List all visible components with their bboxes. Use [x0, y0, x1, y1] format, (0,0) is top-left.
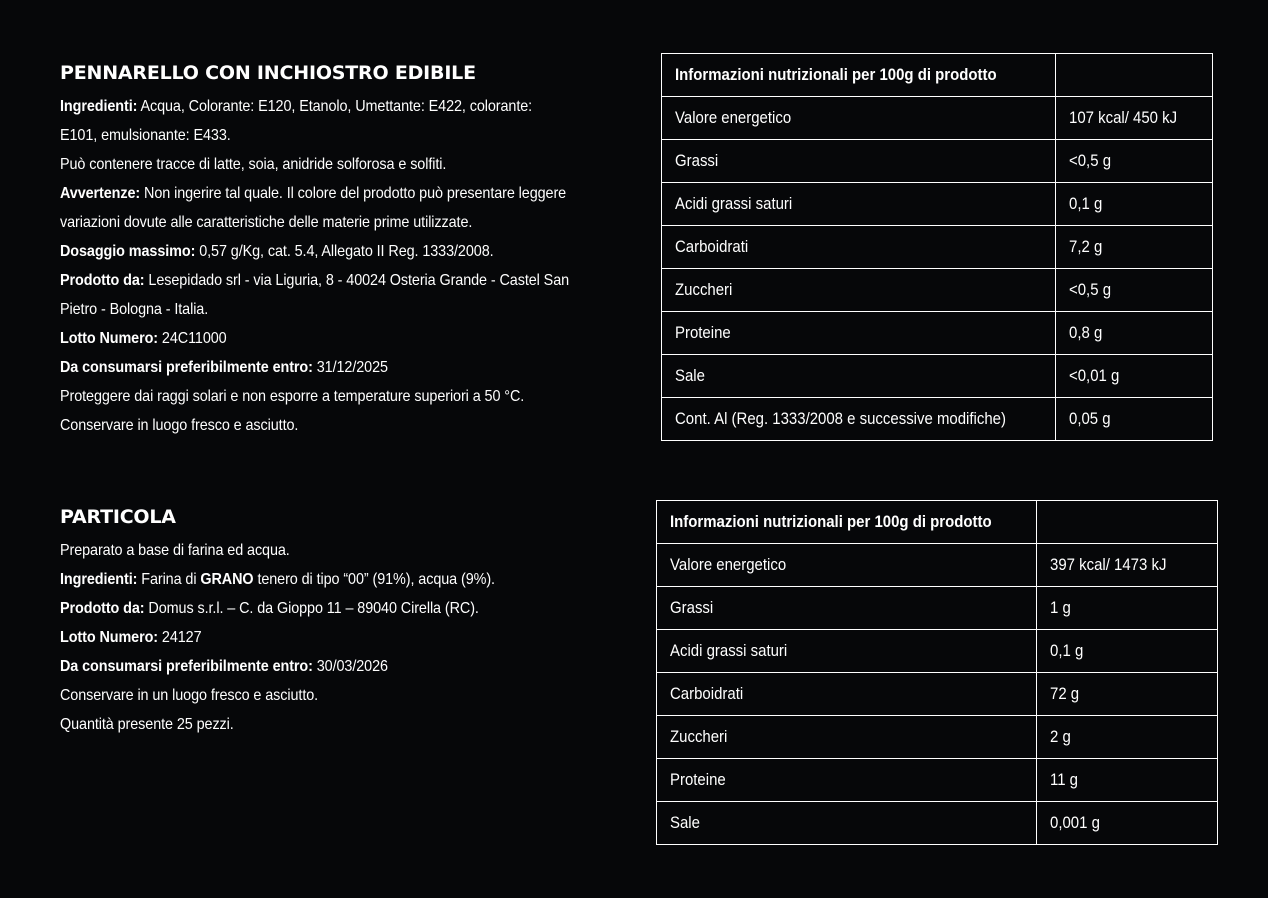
- allergen-highlight: GRANO: [200, 571, 254, 588]
- nutrient-value-text: 0,001 g: [1049, 813, 1100, 832]
- info-text: Preparato a base di farina ed acqua.: [60, 542, 290, 559]
- info-line: [60, 266, 573, 295]
- info-text: tenero di tipo “00” (91%), acqua (9%).: [253, 571, 495, 588]
- info-label: Prodotto da:: [60, 272, 145, 289]
- table-row: [657, 587, 1218, 630]
- nutrient-value: [1036, 630, 1218, 673]
- nutrient-name: [657, 673, 1037, 716]
- nutrient-name: [662, 226, 1056, 269]
- nutrient-name-text: Proteine: [670, 770, 726, 789]
- info-text: Può contenere tracce di latte, soia, anidride solforosa e solfiti.: [60, 156, 447, 173]
- info-line: [60, 92, 573, 121]
- nutrient-name-text: Zuccheri: [670, 727, 728, 746]
- info-text: Conservare in luogo fresco e asciutto.: [60, 417, 299, 434]
- info-label: Ingredienti:: [60, 98, 138, 115]
- nutrient-value-text: 0,1 g: [1049, 641, 1083, 660]
- info-line: [60, 652, 573, 681]
- nutrition-table-particola: [656, 500, 1218, 845]
- nutrient-value-text: 397 kcal/ 1473 kJ: [1049, 555, 1166, 574]
- info-text: Lesepidado srl - via Liguria, 8 - 40024 Osteria Grande - Castel San: [144, 272, 570, 289]
- table-row: [657, 802, 1218, 845]
- info-text: Pietro - Bologna - Italia.: [60, 301, 209, 318]
- nutrient-value-text: 7,2 g: [1069, 237, 1103, 256]
- info-text: 24127: [158, 629, 202, 646]
- table-row: [662, 97, 1213, 140]
- nutrient-value-text: 0,05 g: [1069, 409, 1111, 428]
- product-description: [60, 92, 630, 440]
- nutrient-name-text: Grassi: [670, 598, 714, 617]
- table-row: [662, 226, 1213, 269]
- info-line: [60, 324, 573, 353]
- nutrient-value: [1036, 673, 1218, 716]
- nutrient-name: [662, 140, 1056, 183]
- product-description: [60, 536, 630, 739]
- nutrient-name: [662, 269, 1056, 312]
- info-label: Prodotto da:: [60, 600, 145, 617]
- info-text: Acqua, Colorante: E120, Etanolo, Umettante: E422, colorante:: [137, 98, 533, 115]
- nutrient-name-text: Acidi grassi saturi: [675, 194, 793, 213]
- nutrient-value: [1036, 587, 1218, 630]
- info-line: [60, 536, 573, 565]
- nutrient-value: [1036, 802, 1218, 845]
- nutrient-value-text: <0,5 g: [1069, 280, 1112, 299]
- info-text: Proteggere dai raggi solari e non esporre a temperature superiori a 50 °C.: [60, 388, 525, 405]
- product-info-pennarello: [60, 62, 630, 440]
- nutrient-value-text: 1 g: [1049, 598, 1071, 617]
- info-line: [60, 565, 573, 594]
- nutrient-name: [657, 587, 1037, 630]
- nutrient-value: [1056, 183, 1213, 226]
- nutrient-name-text: Grassi: [675, 151, 719, 170]
- info-line: [60, 594, 573, 623]
- info-text: variazioni dovute alle caratteristiche delle materie prime utilizzate.: [60, 214, 473, 231]
- nutrient-name: [657, 544, 1037, 587]
- table-row: [662, 355, 1213, 398]
- nutrient-name-text: Sale: [675, 366, 705, 385]
- table-row: [657, 630, 1218, 673]
- info-line: [60, 237, 573, 266]
- info-label: Lotto Numero:: [60, 330, 159, 347]
- nutrition-header-row: [662, 54, 1213, 97]
- info-text: Farina di: [137, 571, 201, 588]
- nutrient-value: [1036, 716, 1218, 759]
- info-text: 31/12/2025: [312, 359, 388, 376]
- nutrient-value-text: 107 kcal/ 450 kJ: [1069, 108, 1178, 127]
- info-text: 0,57 g/Kg, cat. 5.4, Allegato II Reg. 1333/2008.: [195, 243, 494, 260]
- table-row: [657, 544, 1218, 587]
- info-line: [60, 710, 573, 739]
- nutrient-value: [1056, 398, 1213, 441]
- table-row: [662, 269, 1213, 312]
- nutrient-name-text: Valore energetico: [675, 108, 792, 127]
- product-info-particola: [60, 506, 630, 739]
- nutrient-value: [1056, 226, 1213, 269]
- info-line: [60, 681, 573, 710]
- nutrient-name-text: Carboidrati: [675, 237, 749, 256]
- nutrient-name-text: Sale: [670, 813, 700, 832]
- info-line: [60, 179, 573, 208]
- nutrient-name: [662, 97, 1056, 140]
- nutrient-name: [662, 183, 1056, 226]
- nutrient-name-text: Acidi grassi saturi: [670, 641, 788, 660]
- nutrient-value-text: 0,1 g: [1069, 194, 1103, 213]
- info-line: [60, 295, 573, 324]
- info-line: [60, 208, 573, 237]
- nutrient-value-text: 0,8 g: [1069, 323, 1103, 342]
- nutrition-header-cell: [657, 501, 1037, 544]
- nutrition-header-value-cell: [1036, 501, 1218, 544]
- table-row: [657, 759, 1218, 802]
- nutrient-name: [662, 355, 1056, 398]
- info-text: Domus s.r.l. – C. da Gioppo 11 – 89040 Cirella (RC).: [144, 600, 479, 617]
- nutrient-value-text: <0,01 g: [1069, 366, 1120, 385]
- nutrition-header-label: Informazioni nutrizionali per 100g di prodotto: [670, 512, 992, 531]
- info-text: E101, emulsionante: E433.: [60, 127, 231, 144]
- nutrient-value: [1056, 140, 1213, 183]
- nutrient-value: [1056, 312, 1213, 355]
- nutrient-name-text: Carboidrati: [670, 684, 744, 703]
- nutrient-value-text: 11 g: [1049, 770, 1078, 789]
- info-line: [60, 623, 573, 652]
- nutrient-value: [1036, 544, 1218, 587]
- info-label: Da consumarsi preferibilmente entro:: [60, 658, 313, 675]
- info-text: 30/03/2026: [312, 658, 388, 675]
- nutrient-name-text: Proteine: [675, 323, 731, 342]
- table-row: [662, 183, 1213, 226]
- nutrition-table-pennarello: [661, 53, 1213, 441]
- info-label: Da consumarsi preferibilmente entro:: [60, 359, 313, 376]
- nutrient-name: [657, 802, 1037, 845]
- nutrient-name: [662, 398, 1056, 441]
- nutrient-name: [657, 716, 1037, 759]
- info-label: Dosaggio massimo:: [60, 243, 196, 260]
- nutrient-value-text: <0,5 g: [1069, 151, 1112, 170]
- nutrition-header-value-cell: [1056, 54, 1213, 97]
- nutrient-value: [1056, 269, 1213, 312]
- info-text: Conservare in un luogo fresco e asciutto.: [60, 687, 319, 704]
- info-line: [60, 121, 573, 150]
- info-line: [60, 150, 573, 179]
- nutrient-value: [1056, 97, 1213, 140]
- info-label: Ingredienti:: [60, 571, 138, 588]
- nutrient-value-text: 72 g: [1049, 684, 1079, 703]
- table-row: [657, 716, 1218, 759]
- nutrition-header-cell: [662, 54, 1056, 97]
- info-line: [60, 382, 573, 411]
- info-line: [60, 411, 573, 440]
- nutrient-name: [657, 759, 1037, 802]
- nutrient-value: [1036, 759, 1218, 802]
- info-text: 24C11000: [158, 330, 227, 347]
- nutrient-value-text: 2 g: [1049, 727, 1071, 746]
- nutrient-name: [657, 630, 1037, 673]
- product-title: PARTICOLA: [60, 506, 176, 528]
- nutrient-name-text: Cont. Al (Reg. 1333/2008 e successive modifiche): [675, 409, 1006, 428]
- info-text: Quantità presente 25 pezzi.: [60, 716, 234, 733]
- table-row: [662, 312, 1213, 355]
- info-line: [60, 353, 573, 382]
- table-row: [657, 673, 1218, 716]
- table-row: [662, 140, 1213, 183]
- info-label: Avvertenze:: [60, 185, 141, 202]
- nutrition-header-label: Informazioni nutrizionali per 100g di prodotto: [675, 65, 997, 84]
- info-text: Non ingerire tal quale. Il colore del prodotto può presentare leggere: [140, 185, 567, 202]
- nutrient-name: [662, 312, 1056, 355]
- nutrient-value: [1056, 355, 1213, 398]
- nutrition-header-row: [657, 501, 1218, 544]
- product-title: PENNARELLO CON INCHIOSTRO EDIBILE: [60, 62, 476, 84]
- nutrient-name-text: Valore energetico: [670, 555, 787, 574]
- nutrient-name-text: Zuccheri: [675, 280, 733, 299]
- table-row: [662, 398, 1213, 441]
- info-label: Lotto Numero:: [60, 629, 159, 646]
